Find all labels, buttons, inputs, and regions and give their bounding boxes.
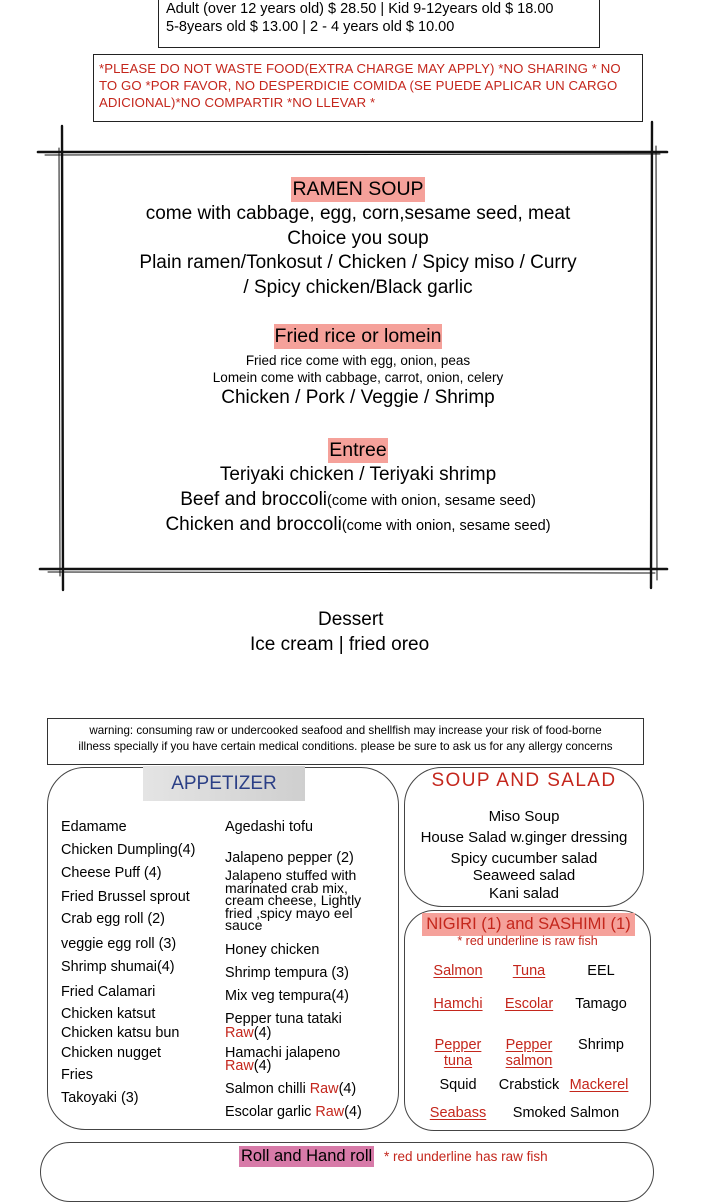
nigiri-title: NIGIRI (1) and SASHIMI (1) — [422, 913, 635, 936]
fried-rice-choices: Chicken / Pork / Veggie / Shrimp — [221, 387, 495, 408]
roll-raw-note: * red underline has raw fish — [384, 1149, 548, 1164]
ramen-line-1: come with cabbage, egg, corn,sesame seed, meat — [145, 203, 571, 224]
nigiri-item: Crabstick — [498, 1077, 560, 1093]
ramen-line-2: Choice you soup — [287, 227, 429, 249]
dessert-items: Ice cream | fried oreo — [250, 634, 430, 655]
entree-line-3 — [60, 513, 656, 539]
fried-rice-section — [60, 324, 656, 411]
appetizer-item — [225, 1012, 342, 1040]
appetizer-item: Honey chicken — [225, 942, 320, 958]
nigiri-item-raw: Mackerel — [569, 1077, 629, 1093]
raw-label: Raw — [225, 1058, 254, 1074]
soup-salad-item: Miso Soup — [488, 808, 560, 825]
appetizer-item: Agedashi tofu — [225, 819, 314, 835]
ramen-title: RAMEN SOUP — [292, 178, 424, 200]
appetizer-item: veggie egg roll (3) — [61, 936, 177, 952]
no-waste-notice: *PLEASE DO NOT WASTE FOOD(EXTRA CHARGE MAY APPLY) *NO SHARING * NO TO GO *POR FAVOR, NO DESPERDICIE COMIDA (SE PUEDE APLICAR UN CARGO ADICIONAL)*NO COMPARTIR *NO LLEVAR * — [93, 54, 643, 122]
nigiri-item-raw: Escolar — [504, 996, 554, 1012]
appetizer-item: Edamame — [61, 819, 127, 835]
nigiri-item-raw: Seabass — [429, 1105, 487, 1121]
ramen-section — [60, 177, 656, 300]
entree-section — [60, 438, 656, 539]
appetizer-item: Chicken katsu bun — [61, 1025, 180, 1041]
fried-rice-note: Fried rice come with egg, onion, peas — [245, 353, 471, 368]
appetizer-item: Crab egg roll (2) — [61, 911, 165, 927]
appetizer-item: Cheese Puff (4) — [61, 865, 162, 881]
warning-line-1: warning: consuming raw or undercooked seafood and shellfish may increase your risk of food-borne — [89, 724, 602, 737]
appetizer-item: Fried Brussel sprout — [61, 889, 190, 905]
nigiri-item: Smoked Salmon — [512, 1105, 620, 1121]
pricing-line-1: Adult (over 12 years old) $ 28.50 | Kid 9-12years old $ 18.00 — [166, 1, 554, 17]
entree-line-1: Teriyaki chicken / Teriyaki shrimp — [219, 464, 497, 485]
nigiri-item: Tamago — [575, 996, 627, 1012]
nigiri-item-raw: Pepper salmon — [505, 1037, 553, 1069]
warning-line-2: illness specially if you have certain medical conditions. please be sure to ask us for any allergy concerns — [78, 739, 613, 753]
pricing-box — [158, 0, 600, 48]
entree-line-2 — [60, 488, 656, 514]
raw-label: Raw — [225, 1025, 254, 1041]
nigiri-raw-note: * red underline is raw fish — [457, 934, 598, 948]
ramen-line-4: / Spicy chicken/Black garlic — [243, 276, 473, 298]
appetizer-item: Mix veg tempura(4) — [225, 988, 349, 1004]
salmon-chilli-label: Salmon chilli — [225, 1081, 310, 1097]
pepper-tuna-label: Pepper tuna tataki — [225, 1011, 342, 1027]
item-count: (4) — [253, 1025, 272, 1041]
appetizer-item: Shrimp shumai(4) — [61, 959, 175, 975]
nigiri-item: Shrimp — [578, 1037, 624, 1053]
entree-beef-broccoli: Beef and broccoli — [180, 488, 328, 510]
item-count: (4) — [338, 1081, 357, 1097]
soup-salad-item: House Salad w.ginger dressing — [420, 829, 628, 846]
appetizer-item-description: Jalapeno stuffed with marinated crab mix, cream cheese, Lightly fried ,spicy mayo eel sauce — [225, 867, 362, 933]
soup-salad-title: SOUP AND SALAD — [431, 770, 617, 791]
raw-label: Raw — [309, 1081, 339, 1097]
appetizer-item: Chicken nugget — [61, 1045, 162, 1061]
lomein-note: Lomein come with cabbage, carrot, onion, celery — [212, 370, 504, 385]
appetizer-item — [225, 1047, 340, 1073]
entree-chicken-broccoli: Chicken and broccoli — [165, 514, 342, 535]
hamachi-label: Hamachi jalapeno — [225, 1045, 341, 1061]
item-count: (4) — [253, 1058, 272, 1074]
soup-salad-item: Spicy cucumber salad — [450, 850, 598, 867]
nigiri-item: EEL — [587, 963, 615, 979]
nigiri-item: Squid — [439, 1077, 477, 1093]
raw-label: Raw — [315, 1104, 345, 1120]
nigiri-item-raw: Hamchi — [433, 996, 483, 1012]
nigiri-item-raw: Pepper tuna — [434, 1037, 482, 1069]
appetizer-item: Takoyaki (3) — [61, 1090, 139, 1106]
item-count: (4) — [344, 1104, 362, 1120]
nigiri-item-raw: Tuna — [512, 963, 546, 979]
soup-salad-item: Kani salad — [488, 885, 560, 902]
soup-salad-item: Seaweed salad — [472, 867, 576, 884]
appetizer-item — [225, 1104, 362, 1121]
appetizer-item: Jalapeno pepper (2) — [225, 850, 354, 866]
roll-title: Roll and Hand roll — [241, 1147, 373, 1165]
raw-food-warning — [47, 718, 644, 765]
appetizer-item: Fries — [61, 1067, 93, 1083]
appetizer-title: APPETIZER — [143, 766, 305, 801]
dessert-title: Dessert — [318, 609, 384, 630]
appetizer-item — [225, 1081, 356, 1098]
escolar-garlic-label: Escolar garlic — [225, 1104, 316, 1120]
appetizer-item: Fried Calamari — [61, 984, 156, 1000]
appetizer-item: Chicken Dumpling(4) — [61, 842, 196, 858]
appetizer-item: Shrimp tempura (3) — [225, 965, 349, 981]
entree-chicken-note: (come with onion, sesame seed) — [341, 518, 551, 534]
appetizer-item: Chicken katsut — [61, 1006, 156, 1022]
entree-title: Entree — [329, 439, 387, 461]
ramen-line-3: Plain ramen/Tonkosut / Chicken / Spicy miso / Curry — [139, 252, 577, 273]
fried-rice-title: Fried rice or lomein — [274, 325, 442, 347]
pricing-line-2: 5-8years old $ 13.00 | 2 - 4 years old $ 10.00 — [166, 19, 455, 35]
nigiri-item-raw: Salmon — [433, 963, 483, 979]
entree-beef-note: (come with onion, sesame seed) — [327, 492, 536, 509]
